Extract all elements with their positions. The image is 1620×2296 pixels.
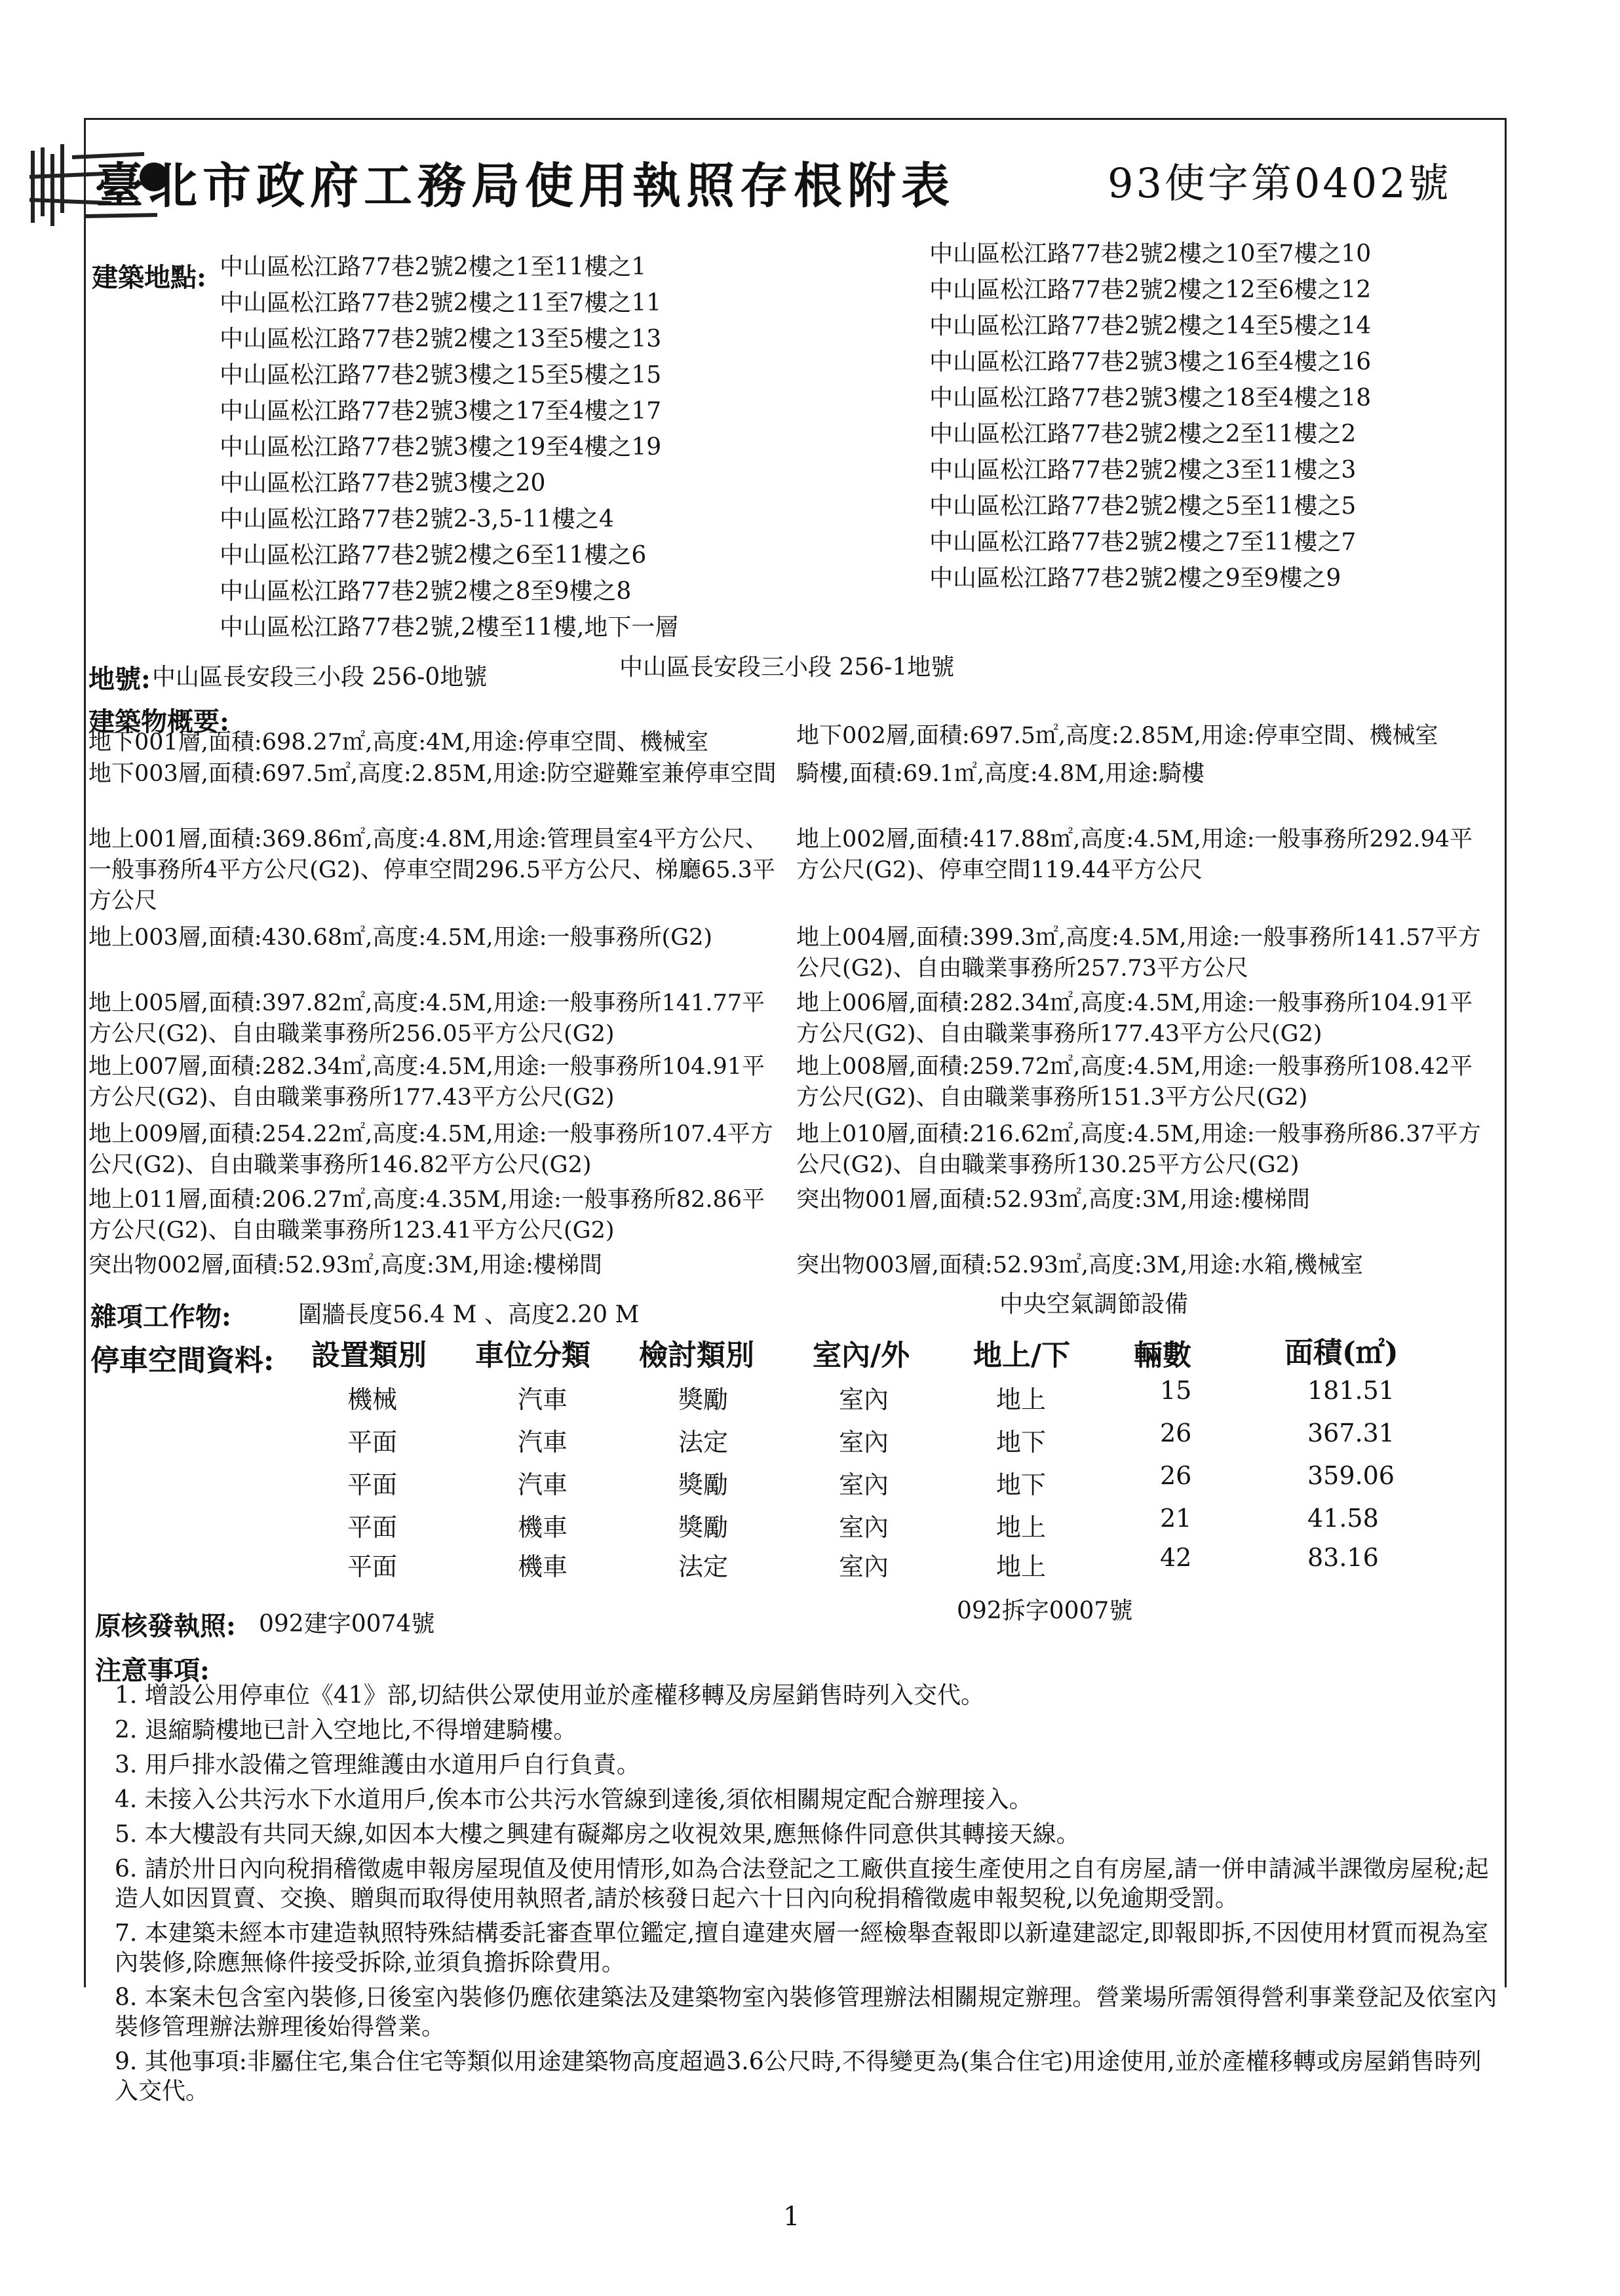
parking-cell: 26: [1160, 1461, 1192, 1490]
parking-header-area: 面積(㎡): [1284, 1336, 1398, 1369]
page-number: 1: [783, 2202, 800, 2232]
parking-cell: 汽車: [518, 1470, 568, 1499]
parking-cell: 獎勵: [678, 1470, 729, 1499]
note-item: 7. 本建築未經本市建造執照特殊結構委託審查單位鑑定,擅自違建夾層一經檢舉查報即以新違建認定,即報即拆,不因使用材質而視為室內裝修,除應無條件接受拆除,並須負擔拆除費用。: [115, 1920, 1489, 1976]
building-right-2: 騎樓,面積:69.1㎡,高度:4.8M,用途:騎樓: [796, 761, 1205, 787]
parking-cell: 平面: [347, 1470, 398, 1499]
document-title: 臺北市政府工務局使用執照存根附表: [95, 158, 955, 214]
parking-cell: 181.51: [1307, 1376, 1395, 1405]
parking-cell: 室內: [839, 1513, 889, 1542]
address-line: 中山區松江路77巷2號2樓之6至11樓之6: [220, 542, 647, 569]
address-line: 中山區松江路77巷2號3樓之18至4樓之18: [929, 385, 1372, 411]
address-line: 中山區松江路77巷2號3樓之16至4樓之16: [929, 349, 1372, 375]
parking-cell: 地上: [996, 1513, 1047, 1542]
parking-label: 停車空間資料:: [90, 1344, 275, 1377]
address-line: 中山區松江路77巷2號2樓之7至11樓之7: [929, 529, 1357, 556]
parking-cell: 21: [1160, 1504, 1192, 1533]
building-left-8: 地上011層,面積:206.27㎡,高度:4.35M,用途:一般事務所82.86平方公尺(G2)、自由職業事務所123.41平方公尺(G2): [88, 1187, 765, 1244]
parking-cell: 地上: [996, 1552, 1047, 1581]
note-item: 2. 退縮騎樓地已計入空地比,不得增建騎樓。: [115, 1717, 577, 1744]
parking-header-count: 輛數: [1134, 1339, 1191, 1372]
building-right-4: 地上004層,面積:399.3㎡,高度:4.5M,用途:一般事務所141.57平方公尺(G2)、自由職業事務所257.73平方公尺: [796, 925, 1481, 982]
note-item: 9. 其他事項:非屬住宅,集合住宅等類似用途建築物高度超過3.6公尺時,不得變更為(集合住宅)用途使用,並於產權移轉或房屋銷售時列入交代。: [115, 2048, 1482, 2105]
parking-cell: 367.31: [1307, 1419, 1395, 1447]
note-item: 1. 增設公用停車位《41》部,切結供公眾使用並於產權移轉及房屋銷售時列入交代。: [115, 1682, 985, 1709]
note-item: 6. 請於卅日內向稅捐稽徵處申報房屋現值及使用情形,如為合法登記之工廠供直接生產使用之自有房屋,請一併申請減半課徵房屋稅;起造人如因買賣、交換、贈與而取得使用執照者,請於核發日起六十日內向稅捐稽徵處申報契稅,以免逾期受罰。: [115, 1856, 1489, 1912]
building-left-1: 地下001層,面積:698.27㎡,高度:4M,用途:停車空間、機械室: [88, 729, 709, 756]
parking-header-vehicle: 車位分類: [475, 1339, 590, 1372]
address-line: 中山區松江路77巷2號3樓之17至4樓之17: [220, 398, 662, 425]
address-line: 中山區松江路77巷2號,2樓至11樓,地下一層: [220, 614, 679, 641]
address-list-left: [220, 249, 678, 645]
building-right-1: 地下002層,面積:697.5㎡,高度:2.85M,用途:停車空間、機械室: [796, 723, 1438, 749]
parking-cell: 359.06: [1307, 1461, 1395, 1490]
parking-cell: 83.16: [1307, 1543, 1379, 1572]
notes-list: [115, 1681, 1501, 2111]
address-line: 中山區松江路77巷2號2樓之2至11樓之2: [929, 421, 1357, 448]
notes-label: 注意事項:: [95, 1655, 210, 1686]
parking-cell: 15: [1160, 1376, 1192, 1405]
building-left-4: 地上003層,面積:430.68㎡,高度:4.5M,用途:一般事務所(G2): [88, 925, 713, 951]
note-item: 4. 未接入公共污水下水道用戶,俟本市公共污水管線到達後,須依相關規定配合辦理接入。: [115, 1786, 1033, 1813]
address-line: 中山區松江路77巷2號2樓之5至11樓之5: [929, 493, 1357, 520]
parking-cell: 平面: [347, 1513, 398, 1542]
parking-cell: 室內: [839, 1428, 889, 1457]
address-line: 中山區松江路77巷2號3樓之15至5樓之15: [220, 362, 662, 389]
building-right-7: 地上010層,面積:216.62㎡,高度:4.5M,用途:一般事務所86.37平方公尺(G2)、自由職業事務所130.25平方公尺(G2): [796, 1121, 1481, 1178]
building-left-6: 地上007層,面積:282.34㎡,高度:4.5M,用途:一般事務所104.91平方公尺(G2)、自由職業事務所177.43平方公尺(G2): [88, 1054, 765, 1111]
building-left-5: 地上005層,面積:397.82㎡,高度:4.5M,用途:一般事務所141.77平方公尺(G2)、自由職業事務所256.05平方公尺(G2): [88, 990, 765, 1047]
parking-cell: 法定: [678, 1428, 729, 1457]
address-line: 中山區松江路77巷2號2-3,5-11樓之4: [220, 506, 614, 533]
building-left-3: 地上001層,面積:369.86㎡,高度:4.8M,用途:管理員室4平方公尺、一般事務所4平方公尺(G2)、停車空間296.5平方公尺、梯廳65.3平方公尺: [88, 826, 775, 914]
parking-cell: 機車: [518, 1552, 568, 1581]
note-item: 3. 用戶排水設備之管理維護由水道用戶自行負責。: [115, 1751, 640, 1778]
address-line: 中山區松江路77巷2號2樓之12至6樓之12: [929, 277, 1372, 303]
lot-right: 中山區長安段三小段 256-1地號: [619, 654, 955, 681]
parking-cell: 地上: [996, 1385, 1047, 1414]
address-line: 中山區松江路77巷2號2樓之13至5樓之13: [220, 326, 662, 353]
address-label: 建築地點:: [92, 262, 206, 293]
address-line: 中山區松江路77巷2號2樓之9至9樓之9: [929, 565, 1341, 592]
parking-header-level: 地上/下: [973, 1339, 1071, 1372]
parking-cell: 平面: [347, 1552, 398, 1581]
building-right-6: 地上008層,面積:259.72㎡,高度:4.5M,用途:一般事務所108.42平方公尺(G2)、自由職業事務所151.3平方公尺(G2): [796, 1054, 1473, 1111]
parking-cell: 41.58: [1307, 1504, 1379, 1533]
note-item: 8. 本案未包含室內裝修,日後室內裝修仍應依建築法及建築物室內裝修管理辦法相關規定辦理。營業場所需領得營利事業登記及依室內裝修管理辦法辦理後始得營業。: [115, 1984, 1497, 2040]
original-permit-left: 092建字0074號: [259, 1611, 435, 1637]
building-right-8: 突出物001層,面積:52.93㎡,高度:3M,用途:樓梯間: [796, 1187, 1310, 1213]
building-left-2: 地下003層,面積:697.5㎡,高度:2.85M,用途:防空避難室兼停車空間: [88, 761, 777, 787]
parking-cell: 室內: [839, 1470, 889, 1499]
address-line: 中山區松江路77巷2號2樓之14至5樓之14: [929, 313, 1372, 339]
lot-left: 中山區長安段三小段 256-0地號: [152, 664, 488, 691]
address-line: 中山區松江路77巷2號2樓之3至11樓之3: [929, 457, 1357, 484]
building-right-5: 地上006層,面積:282.34㎡,高度:4.5M,用途:一般事務所104.91平方公尺(G2)、自由職業事務所177.43平方公尺(G2): [796, 990, 1473, 1047]
parking-cell: 26: [1160, 1419, 1192, 1447]
parking-cell: 室內: [839, 1552, 889, 1581]
parking-cell: 獎勵: [678, 1385, 729, 1414]
note-item: 5. 本大樓設有共同天線,如因本大樓之興建有礙鄰房之收視效果,應無條件同意供其轉接天線。: [115, 1821, 1080, 1848]
parking-cell: 獎勵: [678, 1513, 729, 1542]
building-label: 建築物概要:: [88, 706, 229, 737]
address-line: 中山區松江路77巷2號2樓之11至7樓之11: [220, 290, 662, 316]
original-permit-right: 092拆字0007號: [957, 1598, 1133, 1624]
permit-number: 93使字第0402號: [1108, 159, 1452, 207]
parking-cell: 地下: [996, 1428, 1047, 1457]
original-permit-label: 原核發執照:: [95, 1611, 236, 1641]
misc-right: 中央空氣調節設備: [999, 1291, 1189, 1318]
address-line: 中山區松江路77巷2號2樓之10至7樓之10: [929, 240, 1372, 267]
parking-cell: 機車: [518, 1513, 568, 1542]
parking-header-inout: 室內/外: [813, 1339, 910, 1372]
building-left-7: 地上009層,面積:254.22㎡,高度:4.5M,用途:一般事務所107.4平方公尺(G2)、自由職業事務所146.82平方公尺(G2): [88, 1121, 773, 1178]
misc-label: 雜項工作物:: [90, 1301, 231, 1332]
parking-cell: 汽車: [518, 1428, 568, 1457]
parking-header-type: 設置類別: [311, 1339, 427, 1372]
parking-cell: 地下: [996, 1470, 1047, 1499]
parking-cell: 機械: [347, 1385, 398, 1414]
address-line: 中山區松江路77巷2號3樓之20: [220, 470, 546, 497]
address-list-right: [929, 236, 1371, 596]
address-line: 中山區松江路77巷2號2樓之8至9樓之8: [220, 578, 632, 605]
parking-cell: 42: [1160, 1543, 1192, 1572]
parking-cell: 室內: [839, 1385, 889, 1414]
address-line: 中山區松江路77巷2號2樓之1至11樓之1: [220, 254, 647, 280]
misc-left: 圍牆長度56.4 M 、高度2.20 M: [298, 1301, 640, 1328]
parking-cell: 平面: [347, 1428, 398, 1457]
building-left-9: 突出物002層,面積:52.93㎡,高度:3M,用途:樓梯間: [88, 1252, 602, 1278]
building-right-3: 地上002層,面積:417.88㎡,高度:4.5M,用途:一般事務所292.94平方公尺(G2)、停車空間119.44平方公尺: [796, 826, 1473, 883]
parking-cell: 汽車: [518, 1385, 568, 1414]
address-line: 中山區松江路77巷2號3樓之19至4樓之19: [220, 434, 662, 461]
lot-label: 地號:: [88, 664, 151, 695]
parking-header-review: 檢討類別: [639, 1339, 754, 1372]
building-right-9: 突出物003層,面積:52.93㎡,高度:3M,用途:水箱,機械室: [796, 1252, 1363, 1278]
parking-cell: 法定: [678, 1552, 729, 1581]
